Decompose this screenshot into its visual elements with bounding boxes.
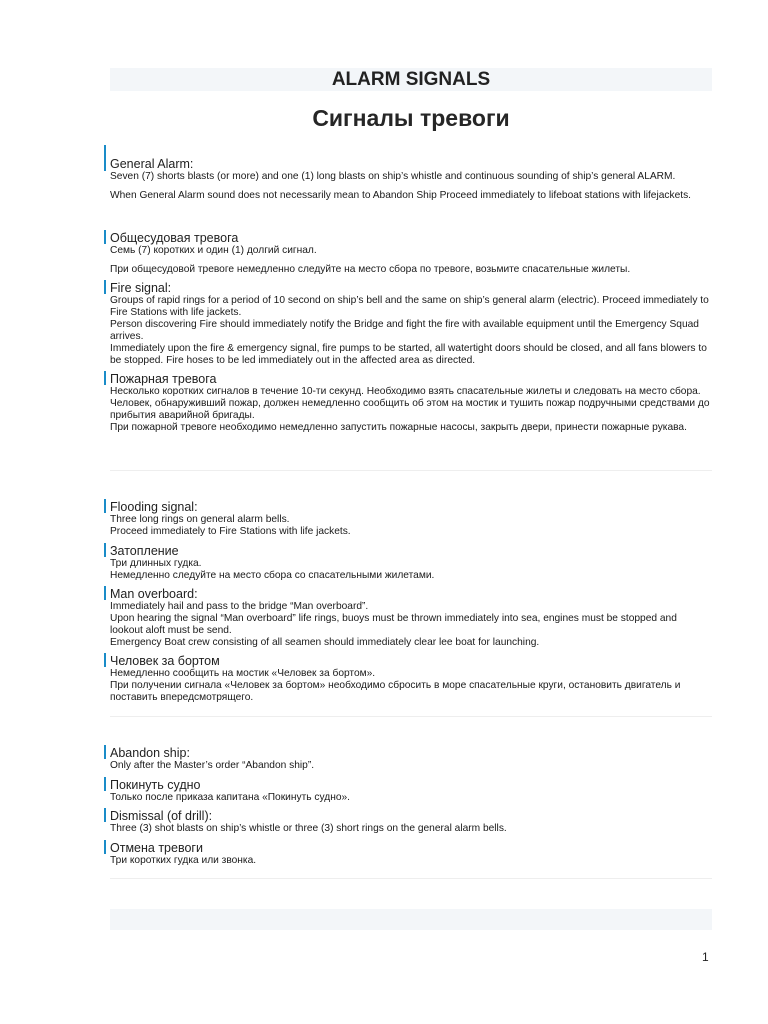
section-flooding <box>110 500 712 538</box>
section-text: Immediately hail and pass to the bridge “Man overboard”. <box>110 601 369 612</box>
section-heading: Flooding signal: <box>110 500 712 514</box>
section-abandon-ship-ru <box>110 778 712 804</box>
page-number: 1 <box>702 950 709 964</box>
document-title: ALARM SIGNALS <box>110 68 712 91</box>
section-heading: Man overboard: <box>110 587 712 601</box>
section-text: Немедленно следуйте на место сбора со спасательными жилетами. <box>110 570 435 581</box>
section-text: Seven (7) shorts blasts (or more) and one (1) long blasts on ship’s whistle and continuous sounding of ship’s general ALARM. <box>110 171 676 182</box>
section-text: Upon hearing the signal “Man overboard” life rings, buoys must be thrown immediately into sea, engines must be stopped and lookout aloft must be send. <box>110 613 677 636</box>
footer-bar <box>110 909 712 930</box>
section-text: Три длинных гудка. <box>110 558 202 569</box>
section-text: При общесудовой тревоге немедленно следуйте на место сбора по тревоге, возьмите спасательные жилеты. <box>110 264 631 275</box>
document-subtitle: Сигналы тревоги <box>312 105 510 131</box>
section-heading: Fire signal: <box>110 281 712 295</box>
section-heading: Общесудовая тревога <box>110 231 712 245</box>
section-heading: Dismissal (of drill): <box>110 809 712 823</box>
section-text: Семь (7) коротких и один (1) долгий сигнал. <box>110 245 317 256</box>
section-text: Groups of rapid rings for a period of 10 second on ship’s bell and the same on ship’s general alarm (electric). Proceed immediately to Fire Stations with life jackets. <box>110 295 709 318</box>
section-man-overboard-ru <box>110 654 712 704</box>
section-heading: Abandon ship: <box>110 746 712 760</box>
section-text: Person discovering Fire should immediately notify the Bridge and fight the fire with available equipment until the Emergency Squad arrives. <box>110 319 699 342</box>
section-abandon-ship <box>110 746 712 772</box>
section-text: Immediately upon the fire & emergency signal, fire pumps to be started, all watertight doors should be closed, and all fans blowers to be stopped. Fire hoses to be led immediately out in the affected area as directed. <box>110 343 707 366</box>
section-divider <box>110 878 712 879</box>
section-text: Немедленно сообщить на мостик «Человек за бортом». <box>110 668 376 679</box>
section-heading: Покинуть судно <box>110 778 712 792</box>
section-text: При получении сигнала «Человек за бортом» необходимо сбросить в море спасательные круги, остановить двигатель и поставить впередсмотрящего. <box>110 680 681 703</box>
section-text: Three long rings on general alarm bells. <box>110 514 290 525</box>
section-text: Proceed immediately to Fire Stations with life jackets. <box>110 526 351 537</box>
section-dismissal-ru <box>110 841 712 867</box>
section-text: Only after the Master’s order “Abandon ship”. <box>110 760 315 771</box>
section-dismissal <box>110 809 712 835</box>
section-heading: Отмена тревоги <box>110 841 712 855</box>
section-fire-ru <box>110 372 712 434</box>
section-text: Три коротких гудка или звонка. <box>110 855 257 866</box>
section-text: When General Alarm sound does not necessarily mean to Abandon Ship Proceed immediately to lifeboat stations with lifejackets. <box>110 190 692 201</box>
section-text: Человек, обнаруживший пожар, должен немедленно сообщить об этом на мостик и тушить пожар подручными средствами до прибытия аварийной бригады. <box>110 398 710 421</box>
section-flooding-ru <box>110 544 712 582</box>
section-divider <box>110 470 712 471</box>
section-text: Emergency Boat crew consisting of all seamen should immediately clear lee boat for launching. <box>110 637 540 648</box>
section-fire <box>110 281 712 367</box>
section-heading: General Alarm: <box>110 157 712 171</box>
section-heading: Человек за бортом <box>110 654 712 668</box>
section-general-alarm <box>110 157 712 202</box>
section-man-overboard <box>110 587 712 649</box>
section-heading: Затопление <box>110 544 712 558</box>
section-text: Только после приказа капитана «Покинуть судно». <box>110 792 350 803</box>
section-text: Несколько коротких сигналов в течение 10-ти секунд. Необходимо взять спасательные жилеты и следовать на место сбора. <box>110 386 701 397</box>
section-divider <box>110 716 712 717</box>
section-text: Three (3) shot blasts on ship’s whistle or three (3) short rings on the general alarm bells. <box>110 823 507 834</box>
section-text: При пожарной тревоге необходимо немедленно запустить пожарные насосы, закрыть двери, принести пожарные рукава. <box>110 422 687 433</box>
section-heading: Пожарная тревога <box>110 372 712 386</box>
section-general-alarm-ru <box>110 231 712 276</box>
